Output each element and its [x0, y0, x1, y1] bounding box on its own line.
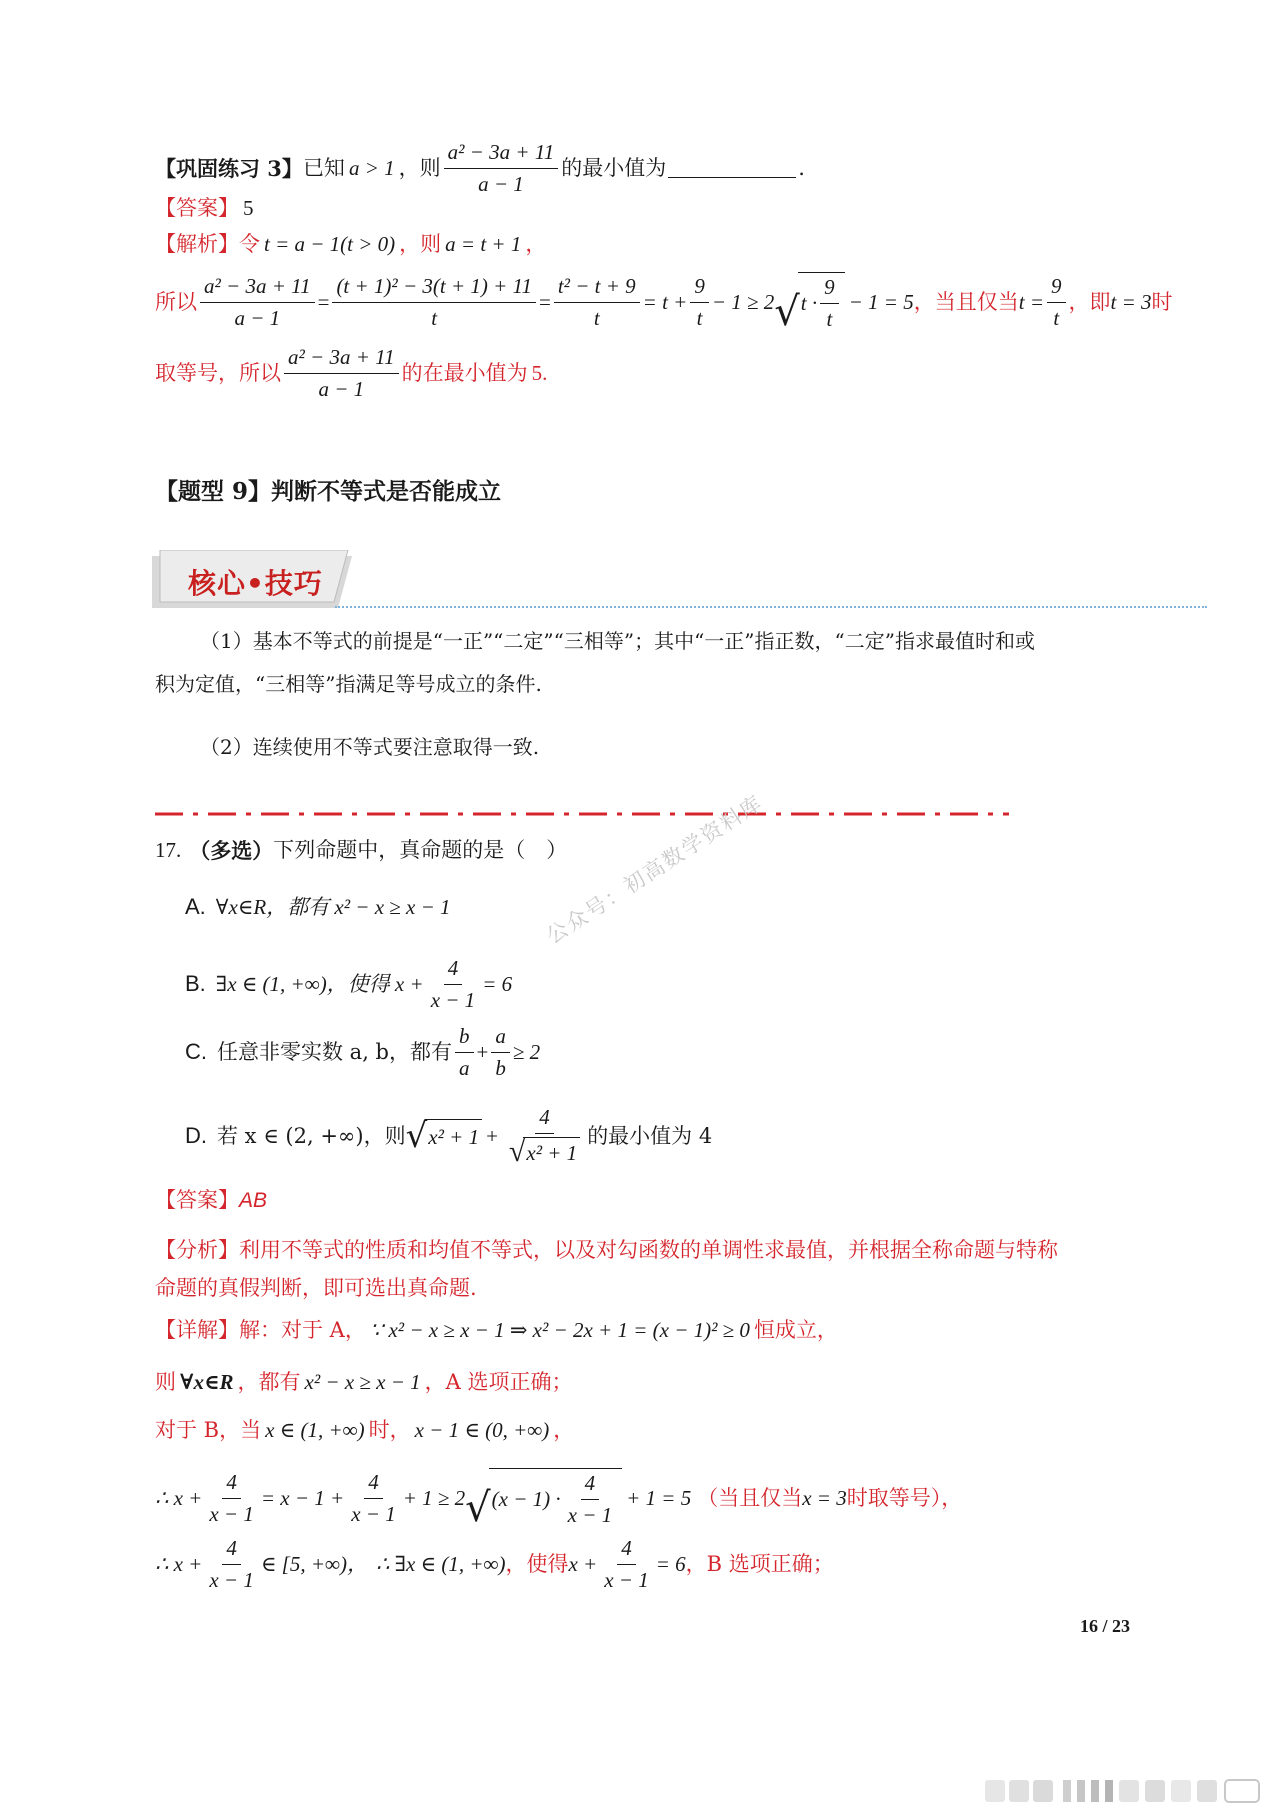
dash-dot-divider	[155, 812, 1009, 816]
option-label: A.	[185, 894, 206, 919]
fraction-denominator	[505, 1134, 584, 1167]
practice-post: 的最小值为	[561, 156, 667, 181]
detail-line-2	[155, 1370, 573, 1395]
practice-mid: ，则	[398, 156, 441, 181]
option-text: 任意非零实数 a, b，都有	[217, 1040, 452, 1065]
detail-line-5	[155, 1536, 834, 1593]
question-text: 下列命题中，真命题的是（ ）	[273, 838, 568, 862]
fraction-numerator: a	[491, 1024, 510, 1053]
detail-text: （当且仅当	[697, 1485, 803, 1510]
fraction-numerator: a² − 3a + 11	[444, 140, 559, 169]
radical-icon: √	[465, 1485, 491, 1532]
fraction	[455, 1024, 474, 1081]
fraction-denominator: t	[826, 307, 833, 332]
analysis-line-2	[155, 272, 1173, 336]
detail-text: ，B 选项正确；	[685, 1552, 834, 1577]
fraction	[332, 274, 536, 331]
option-a	[185, 894, 451, 920]
answer-line	[155, 196, 254, 221]
fraction-denominator: t	[696, 305, 703, 330]
practice-pre: 已知	[302, 156, 345, 181]
option-label: D.	[185, 1122, 207, 1148]
equals: =	[317, 289, 330, 314]
expr: = t +	[642, 289, 688, 314]
analysis-text: 令	[239, 232, 260, 256]
fraction-numerator: 9	[690, 274, 709, 303]
analysis-line-3	[155, 345, 547, 402]
fraction	[205, 1536, 258, 1593]
practice-label: 【巩固练习 3】	[155, 156, 303, 182]
detail-expr: + 1 ≥ 2	[402, 1485, 466, 1510]
fenxi-text: 利用不等式的性质和均值不等式，以及对勾函数的单调性求最值，并根据全称命题与特称	[239, 1238, 1058, 1262]
plus: +	[476, 1040, 489, 1065]
option-text: = 6	[482, 972, 513, 997]
detail-expr: x ∈ (1, +∞)	[265, 1418, 365, 1442]
analysis-text: 取等号，所以	[155, 361, 281, 386]
practice-fraction	[444, 140, 559, 197]
answer-value: AB	[239, 1189, 268, 1212]
detail-expr: = x − 1 +	[260, 1485, 345, 1510]
radical-icon: √	[774, 289, 800, 336]
analysis-text: ，则	[399, 232, 442, 256]
radical-icon: √	[508, 1135, 526, 1169]
fraction	[491, 1024, 510, 1081]
sqrt-expression	[465, 1468, 622, 1532]
fenxi-line-2: 命题的真假判断，即可选出真命题.	[155, 1276, 477, 1300]
fraction-denominator: x − 1	[567, 1503, 613, 1528]
detail-text: 恒成立，	[753, 1318, 838, 1342]
fraction	[554, 274, 640, 331]
option-text: ∀x∈R，都有 x² − x ≥ x − 1	[215, 894, 451, 919]
fraction-denominator: a	[459, 1056, 470, 1081]
tip-1b: 积为定值，“三相等”指满足等号成立的条件.	[155, 672, 542, 696]
answer17-line	[155, 1188, 267, 1213]
analysis-expr: a = t + 1	[445, 232, 522, 256]
plus: +	[486, 1123, 498, 1148]
fraction	[690, 274, 709, 331]
fraction-denominator: x − 1	[604, 1568, 649, 1593]
analysis-text: ，当且仅当	[913, 289, 1019, 314]
detail-text: ，A 选项正确；	[424, 1370, 573, 1394]
detail-expr: ∴ ∃x ∈ (1, +∞)	[375, 1552, 506, 1577]
fraction-denominator: t	[431, 305, 438, 330]
practice-question	[155, 140, 805, 197]
fraction	[427, 956, 480, 1013]
detail-text: ，	[553, 1418, 575, 1442]
fraction	[284, 345, 399, 402]
question-tag: （多选）	[189, 838, 274, 863]
fraction-denominator: x − 1	[209, 1501, 254, 1526]
detail-expr: ∈ [5, +∞)，	[260, 1552, 368, 1577]
corner-logo-icon	[985, 1778, 1265, 1804]
detail-expr: ∀x∈R	[180, 1370, 234, 1394]
expr: − 1 = 5	[848, 289, 914, 314]
detail-expr: x² − x ≥ x − 1	[304, 1370, 421, 1394]
analysis-text: 时	[1151, 289, 1173, 314]
sqrt-expression	[405, 1116, 482, 1157]
answer-label: 【答案】	[155, 1188, 239, 1212]
fraction-numerator: 4	[364, 1470, 383, 1499]
analysis-text: ，即	[1068, 289, 1111, 314]
section-title: 【题型 9】判断不等式是否能成立	[155, 478, 502, 505]
detail-text: 对于 B，当	[155, 1418, 262, 1442]
dotted-divider	[335, 606, 1207, 608]
detail-line-1	[155, 1318, 838, 1343]
analysis-line-1	[155, 232, 546, 257]
tips-badge	[152, 550, 352, 610]
sqrt-body: x² + 1	[523, 1137, 580, 1167]
fraction-numerator: a² − 3a + 11	[200, 274, 315, 303]
fraction	[347, 1470, 400, 1527]
fraction	[564, 1471, 617, 1528]
fraction-numerator: t² − t + 9	[554, 274, 640, 303]
option-text: 若 x ∈ (2, +∞)，则	[217, 1123, 406, 1148]
watermark: 公众号：初高数学资料库	[542, 790, 768, 949]
detail-expr: (x − 1) ·	[491, 1487, 561, 1512]
fenxi-label: 【分析】	[155, 1238, 239, 1262]
sqrt-body: x² + 1	[425, 1119, 482, 1153]
option-text: ≥ 2	[512, 1040, 541, 1065]
analysis-text: 所以	[155, 289, 197, 314]
detail-text: 时，	[368, 1418, 411, 1442]
answer-blank	[668, 159, 796, 178]
fraction-numerator: a² − 3a + 11	[284, 345, 399, 374]
fraction-denominator: t	[1053, 305, 1060, 330]
sqrt-expression	[774, 272, 844, 336]
equals: =	[539, 289, 551, 314]
fraction-numerator: 4	[617, 1536, 636, 1565]
fraction-denominator: x − 1	[430, 988, 476, 1013]
fraction-denominator: a − 1	[478, 172, 524, 197]
fraction-denominator: t	[593, 305, 600, 330]
question-stem	[155, 838, 567, 863]
detail-label: 【详解】	[155, 1318, 239, 1342]
option-text: 的最小值为 4	[587, 1123, 713, 1148]
expr: − 1 ≥ 2	[711, 289, 775, 314]
badge-text: 核心•技巧	[188, 567, 323, 600]
detail-expr: ∵ x² − x ≥ x − 1 ⇒ x² − 2x + 1 = (x − 1)² ≥ 0	[369, 1318, 750, 1342]
detail-expr: + 1 = 5	[626, 1485, 692, 1510]
detail-expr: x +	[568, 1552, 598, 1577]
fraction-numerator: 4	[535, 1105, 554, 1134]
fraction-denominator: a − 1	[318, 377, 365, 402]
fraction-numerator: (t + 1)² − 3(t + 1) + 11	[332, 274, 536, 303]
detail-line-3	[155, 1418, 574, 1443]
radical-icon: √	[405, 1116, 428, 1157]
fraction-denominator: x − 1	[351, 1501, 396, 1526]
fraction-numerator: b	[455, 1024, 474, 1053]
expr: t = 3	[1110, 289, 1152, 314]
option-label: C.	[185, 1039, 207, 1065]
fraction-denominator: a − 1	[234, 305, 281, 330]
option-c	[185, 1024, 540, 1081]
fraction	[200, 274, 315, 331]
fraction-numerator: 4	[222, 1470, 241, 1499]
analysis-label: 【解析】	[155, 232, 239, 256]
question-number: 17.	[155, 838, 182, 862]
fraction	[205, 1470, 258, 1527]
detail-text: 时取等号），	[846, 1485, 963, 1510]
option-b	[185, 956, 512, 1013]
detail-expr: = 6	[655, 1552, 686, 1577]
detail-expr: x = 3	[802, 1485, 847, 1510]
practice-condition: a > 1	[348, 156, 395, 181]
analysis-text: ，	[525, 232, 547, 256]
detail-expr: ∴ x +	[155, 1485, 203, 1510]
detail-expr: x − 1 ∈ (0, +∞)	[414, 1418, 550, 1442]
fraction-denominator: b	[495, 1056, 506, 1081]
fraction-numerator: 4	[581, 1471, 600, 1500]
detail-expr: ∴ x +	[155, 1552, 203, 1577]
detail-text: ，都有	[237, 1370, 301, 1394]
practice-end: .	[798, 156, 805, 181]
detail-text: 解：对于 A，	[239, 1318, 366, 1342]
page-number: 16 / 23	[1080, 1616, 1131, 1636]
fraction	[1047, 274, 1066, 331]
fraction-numerator: 9	[820, 275, 839, 304]
analysis-expr: t = a − 1(t > 0)	[264, 232, 396, 256]
detail-text: 则	[155, 1370, 176, 1394]
fraction-denominator: x − 1	[209, 1568, 254, 1593]
fraction-numerator: 4	[222, 1536, 241, 1565]
fraction-numerator: 4	[444, 956, 463, 985]
detail-text: ，使得	[505, 1552, 569, 1577]
analysis-text: 的在最小值为	[401, 361, 528, 386]
detail-line-4	[155, 1468, 963, 1532]
fraction-numerator: 9	[1047, 274, 1066, 303]
expr: t =	[1018, 289, 1044, 314]
option-label: B.	[185, 971, 206, 997]
expr: t ·	[800, 291, 818, 316]
fraction	[820, 275, 839, 332]
fraction	[505, 1105, 584, 1167]
answer-value: 5	[243, 196, 254, 220]
fenxi-line-1	[155, 1238, 1058, 1263]
fraction	[600, 1536, 653, 1593]
tip-1a: （1）基本不等式的前提是“一正”“二定”“三相等”；其中“一正”指正数，“二定”指求最值时和或	[200, 629, 1035, 653]
option-d	[185, 1105, 712, 1167]
answer-label: 【答案】	[155, 196, 239, 220]
option-text: ∃x ∈ (1, +∞)，使得 x +	[215, 972, 424, 997]
tip-2: （2）连续使用不等式要注意取得一致.	[200, 735, 540, 759]
analysis-value: 5.	[531, 361, 548, 386]
